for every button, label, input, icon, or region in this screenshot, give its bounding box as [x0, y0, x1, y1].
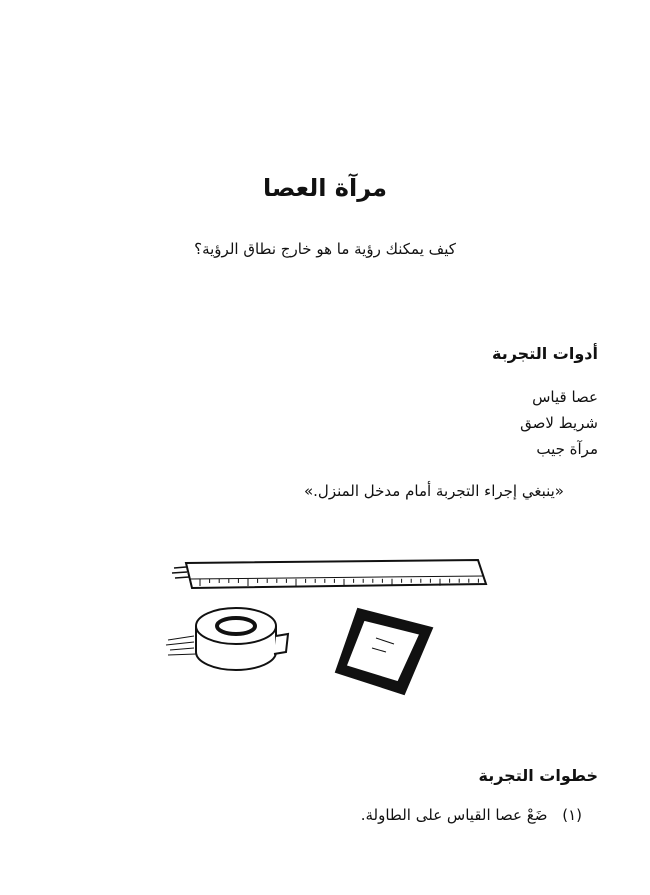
materials-heading: أدوات التجربة: [492, 344, 598, 363]
materials-list: [520, 384, 598, 462]
materials-item-tape: شريط لاصق: [520, 414, 598, 432]
steps-heading: خطوات التجربة: [478, 766, 598, 785]
materials-item-meter-stick: عصا قياس: [532, 388, 598, 406]
step-item: [361, 806, 582, 824]
step-number: (١): [562, 806, 582, 824]
materials-item-mirror: مرآة جيب: [536, 440, 598, 458]
page-subtitle-question: كيف يمكنك رؤية ما هو خارج نطاق الرؤية؟: [194, 240, 456, 258]
materials-illustration: [160, 548, 500, 708]
meter-stick-drawing: [172, 560, 486, 588]
page-title: مرآة العصا: [263, 174, 387, 202]
step-text: ضَعْ عصا القياس على الطاولة.: [360, 806, 548, 824]
pocket-mirror-drawing: [336, 609, 432, 694]
location-note: «ينبغي إجراء التجربة أمام مدخل المنزل.»: [303, 482, 564, 500]
tape-roll-drawing: [166, 608, 288, 670]
